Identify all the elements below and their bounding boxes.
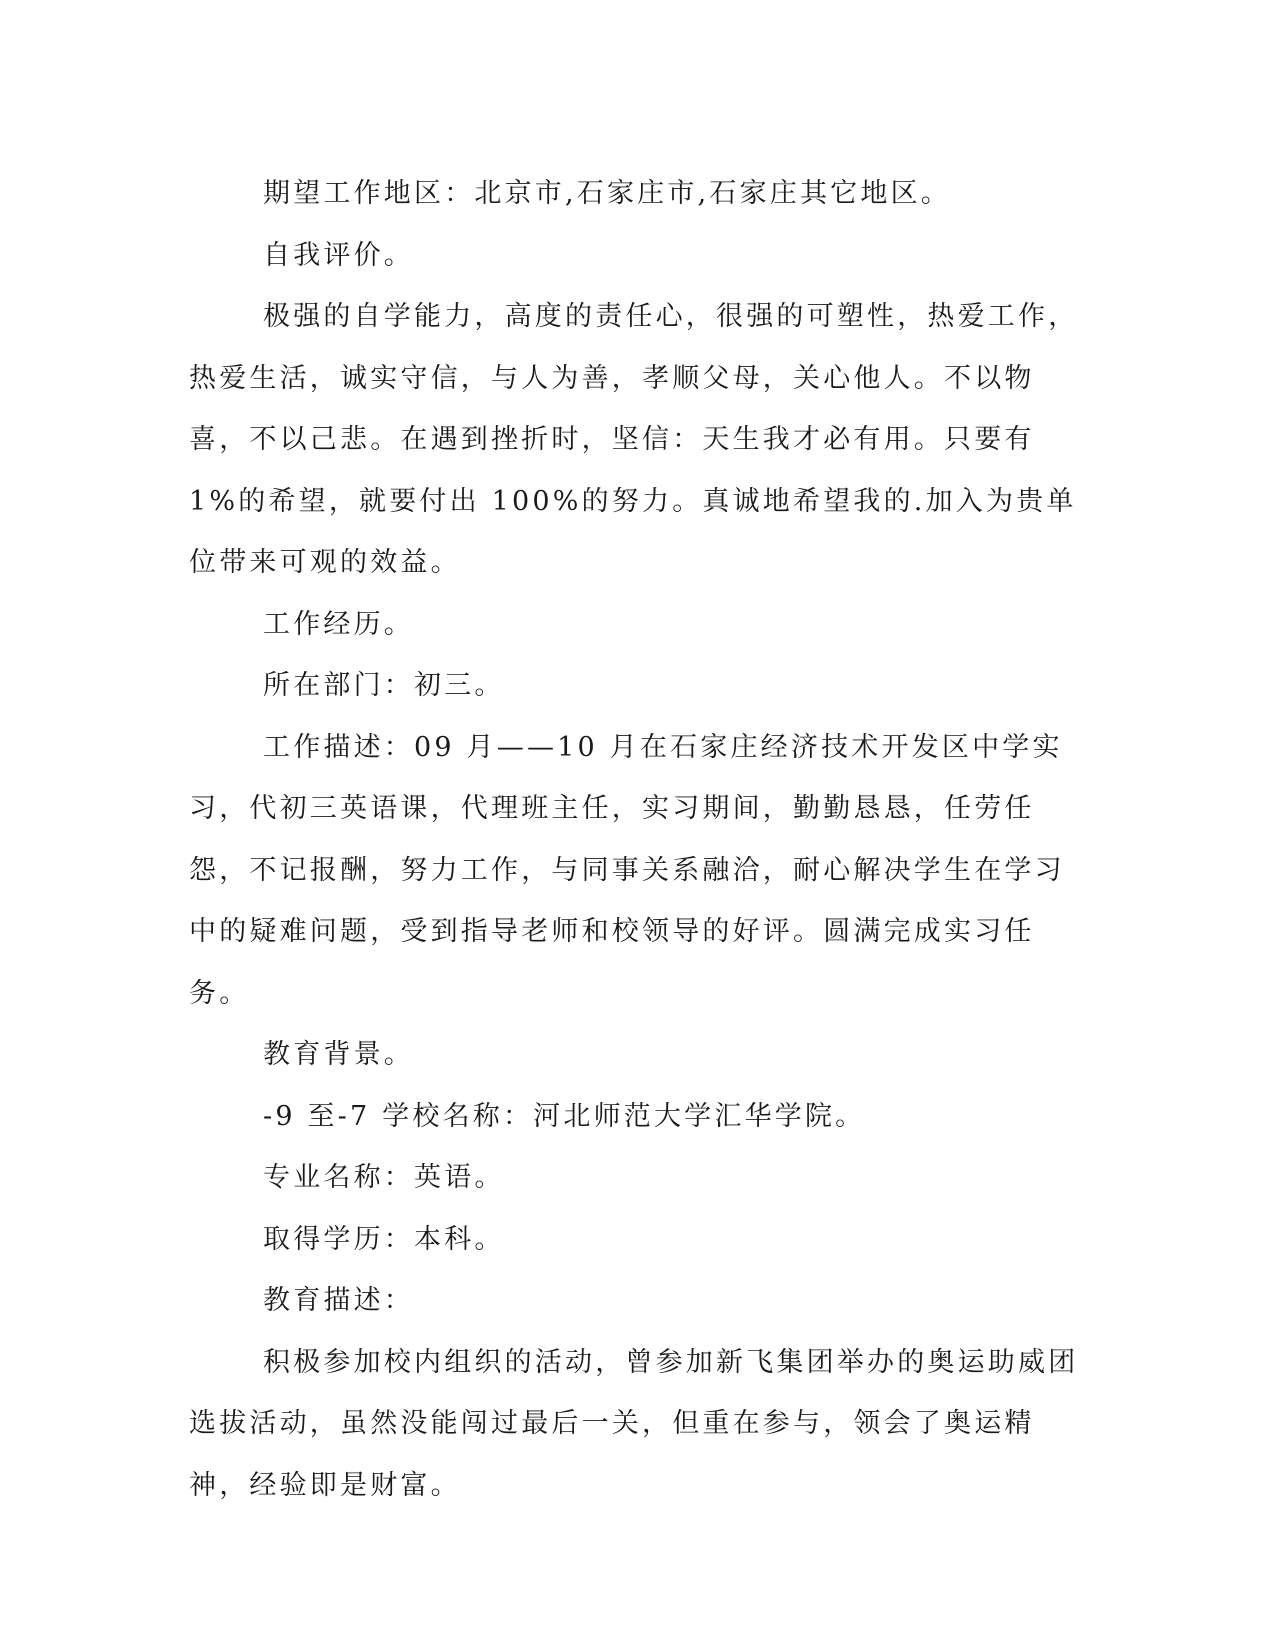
preferred-location-paragraph: 期望工作地区：北京市,石家庄市,石家庄其它地区。	[263, 178, 951, 209]
document-body	[189, 163, 1089, 1516]
degree-paragraph: 取得学历：本科。	[263, 1223, 505, 1255]
education-background-heading: 教育背景。	[263, 1039, 414, 1070]
major-paragraph: 专业名称：英语。	[263, 1162, 505, 1193]
department-paragraph: 所在部门：初三。	[263, 670, 505, 701]
self-evaluation-heading: 自我评价。	[263, 239, 414, 271]
work-description-paragraph: 工作描述：09 月——10 月在石家庄经济技术开发区中学实习，代初三英语课，代理班主任，实习期间，勤勤恳恳，任劳任怨，不记报酬，努力工作，与同事关系融洽，耐心解决学生在学习中的疑难问题，受到指导老师和校领导的好评。圆满完成实习任务。	[189, 731, 1065, 1009]
school-name-paragraph: -9 至-7 学校名称：河北师范大学汇华学院。	[263, 1100, 866, 1132]
self-evaluation-paragraph: 极强的自学能力，高度的责任心，很强的可塑性，热爱工作，热爱生活，诚实守信，与人为善，孝顺父母，关心他人。不以物喜，不以己悲。在遇到挫折时，坚信：天生我才必有用。只要有 1%的希望，就要付出 100%的努力。真诚地希望我的.加入为贵单位带来可观的效益。	[189, 301, 1079, 578]
education-description-paragraph: 积极参加校内组织的活动，曾参加新飞集团举办的奥运助威团选拔活动，虽然没能闯过最后一关，但重在参与，领会了奥运精神，经验即是财富。	[189, 1346, 1079, 1501]
education-description-heading: 教育描述：	[263, 1285, 414, 1316]
work-experience-heading: 工作经历。	[263, 608, 414, 640]
